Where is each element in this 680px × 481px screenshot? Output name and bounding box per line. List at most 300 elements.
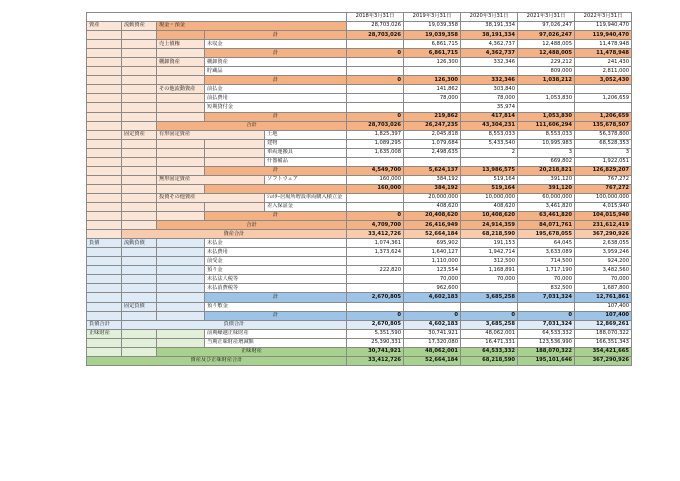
subtotal-value: 104,015,940 bbox=[575, 212, 632, 221]
value-cell bbox=[404, 103, 461, 112]
subtotal-value: 126,300 bbox=[404, 76, 461, 85]
spacer-cell bbox=[157, 257, 205, 266]
item-label: 前払費用 bbox=[205, 94, 347, 103]
spacer-cell bbox=[87, 347, 122, 356]
spacer-cell bbox=[87, 121, 122, 130]
spacer-cell bbox=[87, 184, 122, 193]
spacer-cell bbox=[87, 293, 122, 302]
spacer-cell bbox=[122, 112, 157, 121]
subtotal-value: 3,685,258 bbox=[461, 293, 518, 302]
total-row bbox=[87, 121, 632, 130]
spacer-cell bbox=[157, 103, 205, 112]
item-label: 土地 bbox=[265, 130, 347, 139]
subtotal-row bbox=[87, 31, 632, 40]
value-cell: 1,922,051 bbox=[575, 157, 632, 166]
value-cell bbox=[347, 40, 404, 49]
spacer-cell bbox=[157, 302, 205, 311]
total-value: 4,709,700 bbox=[347, 221, 404, 230]
spacer-cell bbox=[87, 112, 122, 121]
total-value: 26,416,949 bbox=[404, 221, 461, 230]
grand-total-value: 68,218,590 bbox=[461, 356, 518, 365]
value-cell: 2,811,000 bbox=[575, 67, 632, 76]
subtotal-value: 0 bbox=[404, 311, 461, 320]
spacer-cell bbox=[157, 49, 205, 58]
item-label: 当期正味財産増減額 bbox=[205, 338, 347, 347]
value-cell: 4,362,737 bbox=[461, 40, 518, 49]
subtotal-row bbox=[87, 112, 632, 121]
spacer-cell bbox=[157, 239, 205, 248]
spacer-cell bbox=[157, 284, 205, 293]
value-cell: 126,300 bbox=[404, 58, 461, 67]
spacer-cell bbox=[122, 293, 157, 302]
subtotal-row bbox=[87, 76, 632, 85]
table-row bbox=[87, 85, 632, 94]
total-value: 12,869,261 bbox=[575, 320, 632, 329]
spacer-cell bbox=[157, 76, 205, 85]
spacer-cell bbox=[122, 121, 157, 130]
grand-total-value: 52,664,184 bbox=[404, 356, 461, 365]
value-cell: 1,640,127 bbox=[404, 248, 461, 257]
value-cell: 222,820 bbox=[347, 266, 404, 275]
spacer-cell bbox=[157, 293, 205, 302]
item-label: 短期貸付金 bbox=[205, 103, 347, 112]
subtotal-row bbox=[87, 49, 632, 58]
spacer-cell bbox=[87, 230, 122, 239]
spacer-cell bbox=[122, 58, 157, 67]
value-cell: 767,272 bbox=[575, 175, 632, 184]
spacer-cell bbox=[205, 148, 265, 157]
grand-total-value: 52,664,184 bbox=[404, 230, 461, 239]
value-cell: 1,074,361 bbox=[347, 239, 404, 248]
balance-sheet-table bbox=[86, 12, 632, 366]
subtotal-value: 119,940,470 bbox=[575, 31, 632, 40]
total-value: 7,031,324 bbox=[518, 320, 575, 329]
value-cell: 3,482,560 bbox=[575, 266, 632, 275]
value-cell: 11,478,948 bbox=[575, 40, 632, 49]
liabilities-total-left-label: 負債合計 bbox=[87, 320, 122, 329]
spacer-cell bbox=[157, 139, 205, 148]
table-row bbox=[87, 193, 632, 202]
value-cell: 2 bbox=[461, 148, 518, 157]
year-header: 2020年3月31日 bbox=[461, 13, 518, 22]
total-value: 26,247,235 bbox=[404, 121, 461, 130]
subtotal-value: 12,761,861 bbox=[575, 293, 632, 302]
value-cell: 519,164 bbox=[461, 175, 518, 184]
subtotal-label: 計 bbox=[205, 166, 347, 175]
table-row bbox=[87, 175, 632, 184]
value-cell: 64,533,332 bbox=[518, 329, 575, 338]
spacer-cell bbox=[122, 311, 157, 320]
value-cell: 1,053,830 bbox=[518, 94, 575, 103]
value-cell bbox=[347, 85, 404, 94]
value-cell bbox=[347, 302, 404, 311]
spacer-cell bbox=[87, 130, 122, 139]
subtotal-value: 767,272 bbox=[575, 184, 632, 193]
spacer-cell bbox=[87, 58, 122, 67]
subtotal-value: 19,039,358 bbox=[404, 31, 461, 40]
value-cell bbox=[518, 302, 575, 311]
value-cell: 832,500 bbox=[518, 284, 575, 293]
value-cell bbox=[347, 257, 404, 266]
value-cell: 3 bbox=[518, 148, 575, 157]
grand-total-label: 資産合計 bbox=[122, 230, 347, 239]
value-cell bbox=[461, 157, 518, 166]
total-row bbox=[87, 221, 632, 230]
spacer-cell bbox=[205, 157, 265, 166]
subtotal-value: 519,164 bbox=[461, 184, 518, 193]
total-row bbox=[87, 320, 632, 329]
total-value: 28,703,026 bbox=[347, 121, 404, 130]
subtotal-value: 11,478,948 bbox=[575, 49, 632, 58]
value-cell: 1,168,891 bbox=[461, 266, 518, 275]
item-label: 建物 bbox=[265, 139, 347, 148]
group-label-fixed-liab: 固定負債 bbox=[122, 302, 157, 311]
subtotal-value: 332,346 bbox=[461, 76, 518, 85]
grand-total-row bbox=[87, 356, 632, 365]
category-intangible: 無形固定資産 bbox=[157, 175, 265, 184]
total-row bbox=[87, 347, 632, 356]
value-cell bbox=[347, 67, 404, 76]
value-cell bbox=[518, 103, 575, 112]
subtotal-value: 13,986,575 bbox=[461, 166, 518, 175]
grand-total-row bbox=[87, 230, 632, 239]
grand-total-value: 195,101,646 bbox=[518, 356, 575, 365]
item-label: ｼｪﾙﾀｰ居場所増設車両購入積立金 bbox=[265, 193, 347, 202]
value-cell bbox=[347, 103, 404, 112]
subtotal-value: 0 bbox=[347, 212, 404, 221]
subtotal-label: 計 bbox=[205, 212, 347, 221]
total-value: 354,421,665 bbox=[575, 347, 632, 356]
value-cell: 241,430 bbox=[575, 58, 632, 67]
value-cell: 1,635,008 bbox=[347, 148, 404, 157]
table-row bbox=[87, 22, 632, 31]
subtotal-value: 0 bbox=[347, 76, 404, 85]
spacer-cell bbox=[157, 112, 205, 121]
subtotal-value: 0 bbox=[461, 311, 518, 320]
value-cell: 107,400 bbox=[575, 302, 632, 311]
value-cell: 3 bbox=[575, 148, 632, 157]
value-cell: 35,974 bbox=[461, 103, 518, 112]
group-label-fixed-assets: 固定資産 bbox=[122, 130, 157, 139]
value-cell: 3,461,820 bbox=[518, 202, 575, 211]
total-value: 231,612,419 bbox=[575, 221, 632, 230]
value-cell bbox=[347, 275, 404, 284]
value-cell: 123,554 bbox=[404, 266, 461, 275]
subtotal-value: 4,362,737 bbox=[461, 49, 518, 58]
spacer-cell bbox=[122, 212, 157, 221]
spacer-cell bbox=[205, 139, 265, 148]
value-cell: 160,000 bbox=[347, 175, 404, 184]
value-cell: 2,045,818 bbox=[404, 130, 461, 139]
subtotal-value: 160,000 bbox=[347, 184, 404, 193]
table-row bbox=[87, 302, 632, 311]
subtotal-value: 12,488,005 bbox=[518, 49, 575, 58]
spacer-cell bbox=[122, 103, 157, 112]
spacer-cell bbox=[122, 347, 157, 356]
subtotal-value: 4,549,700 bbox=[347, 166, 404, 175]
value-cell: 70,000 bbox=[518, 275, 575, 284]
spacer-cell bbox=[122, 49, 157, 58]
value-cell: 2,498,635 bbox=[404, 148, 461, 157]
table-row bbox=[87, 248, 632, 257]
group-label-current-assets: 流動資産 bbox=[122, 22, 157, 31]
subtotal-value: 7,031,324 bbox=[518, 293, 575, 302]
value-cell: 60,000,000 bbox=[518, 193, 575, 202]
value-cell: 1,089,295 bbox=[347, 139, 404, 148]
total-label: 合計 bbox=[157, 121, 347, 130]
subtotal-value: 2,670,805 bbox=[347, 293, 404, 302]
spacer-cell bbox=[122, 31, 157, 40]
value-cell: 16,471,331 bbox=[461, 338, 518, 347]
subtotal-label: 計 bbox=[205, 311, 347, 320]
value-cell: 188,070,322 bbox=[575, 329, 632, 338]
value-cell: 3,633,089 bbox=[518, 248, 575, 257]
subtotal-value: 1,038,212 bbox=[518, 76, 575, 85]
spacer-cell bbox=[87, 166, 122, 175]
value-cell bbox=[575, 103, 632, 112]
group-label-current-liab: 流動負債 bbox=[122, 239, 157, 248]
value-cell: 962,600 bbox=[404, 284, 461, 293]
item-label: 未払法人税等 bbox=[205, 275, 347, 284]
spacer-cell bbox=[205, 202, 265, 211]
category-investments: 投資その他資産 bbox=[157, 193, 265, 202]
value-cell: 56,378,800 bbox=[575, 130, 632, 139]
value-cell bbox=[575, 85, 632, 94]
value-cell bbox=[404, 302, 461, 311]
section-label-assets: 資産 bbox=[87, 22, 122, 31]
item-label: 前払金 bbox=[205, 85, 347, 94]
value-cell bbox=[347, 284, 404, 293]
year-header: 2018年3月31日 bbox=[347, 13, 404, 22]
spacer-cell bbox=[122, 184, 157, 193]
value-cell: 191,153 bbox=[461, 239, 518, 248]
value-cell: 8,553,033 bbox=[461, 130, 518, 139]
subtotal-value: 20,408,620 bbox=[404, 212, 461, 221]
total-label: 合計 bbox=[157, 221, 347, 230]
subtotal-value: 384,192 bbox=[404, 184, 461, 193]
spacer-cell bbox=[122, 157, 157, 166]
spacer-cell bbox=[157, 329, 205, 338]
spacer-cell bbox=[87, 40, 122, 49]
spacer-cell bbox=[205, 184, 347, 193]
item-label: 貯蔵品 bbox=[205, 67, 347, 76]
table-row bbox=[87, 67, 632, 76]
category-cash: 現金・預金 bbox=[157, 22, 347, 31]
spacer-cell bbox=[87, 257, 122, 266]
spacer-cell bbox=[157, 338, 205, 347]
spacer-cell bbox=[87, 49, 122, 58]
spacer-cell bbox=[122, 67, 157, 76]
value-cell: 303,840 bbox=[461, 85, 518, 94]
spacer-cell bbox=[157, 266, 205, 275]
value-cell bbox=[404, 67, 461, 76]
grand-total-value: 68,218,590 bbox=[461, 230, 518, 239]
spacer-cell bbox=[157, 212, 205, 221]
value-cell: 5,433,540 bbox=[461, 139, 518, 148]
subtotal-row bbox=[87, 293, 632, 302]
subtotal-label: 計 bbox=[205, 49, 347, 58]
spacer-cell bbox=[122, 266, 157, 275]
value-cell: 6,861,715 bbox=[404, 40, 461, 49]
total-value: 4,602,183 bbox=[404, 320, 461, 329]
subtotal-value: 0 bbox=[518, 311, 575, 320]
spacer-cell bbox=[122, 40, 157, 49]
value-cell: 10,995,983 bbox=[518, 139, 575, 148]
subtotal-label: 計 bbox=[205, 293, 347, 302]
spacer-cell bbox=[157, 166, 205, 175]
subtotal-value: 4,602,183 bbox=[404, 293, 461, 302]
value-cell bbox=[461, 67, 518, 76]
subtotal-row bbox=[87, 184, 632, 193]
value-cell bbox=[518, 85, 575, 94]
total-value: 48,062,001 bbox=[404, 347, 461, 356]
value-cell: 78,000 bbox=[404, 94, 461, 103]
table-row bbox=[87, 202, 632, 211]
spacer-cell bbox=[157, 202, 205, 211]
value-cell: 408,620 bbox=[461, 202, 518, 211]
value-cell: 332,346 bbox=[461, 58, 518, 67]
subtotal-value: 1,053,830 bbox=[518, 112, 575, 121]
item-label: 未払消費税等 bbox=[205, 284, 347, 293]
total-value: 111,606,294 bbox=[518, 121, 575, 130]
spacer-cell bbox=[157, 248, 205, 257]
value-cell: 68,528,353 bbox=[575, 139, 632, 148]
subtotal-value: 1,206,659 bbox=[575, 112, 632, 121]
header-corner bbox=[87, 13, 347, 22]
item-label: 差入保証金 bbox=[265, 202, 347, 211]
value-cell: 28,703,026 bbox=[347, 22, 404, 31]
spacer-cell bbox=[122, 193, 157, 202]
value-cell: 1,942,714 bbox=[461, 248, 518, 257]
spacer-cell bbox=[87, 148, 122, 157]
item-label: 預り金 bbox=[205, 266, 347, 275]
table-row bbox=[87, 338, 632, 347]
total-value: 30,741,921 bbox=[347, 347, 404, 356]
value-cell: 408,620 bbox=[404, 202, 461, 211]
value-cell: 3,959,246 bbox=[575, 248, 632, 257]
spacer-cell bbox=[87, 275, 122, 284]
spacer-cell bbox=[87, 248, 122, 257]
subtotal-value: 126,829,207 bbox=[575, 166, 632, 175]
table-row bbox=[87, 139, 632, 148]
value-cell: 8,553,033 bbox=[518, 130, 575, 139]
grand-total-label: 資産及び正味財産合計 bbox=[87, 356, 347, 365]
spacer-cell bbox=[122, 175, 157, 184]
item-label: 前受金 bbox=[205, 257, 347, 266]
value-cell: 166,351,343 bbox=[575, 338, 632, 347]
spacer-cell bbox=[87, 175, 122, 184]
total-value: 84,071,761 bbox=[518, 221, 575, 230]
item-label: ソフトウェア bbox=[265, 175, 347, 184]
subtotal-value: 107,400 bbox=[575, 311, 632, 320]
year-header: 2019年3月31日 bbox=[404, 13, 461, 22]
value-cell: 4,015,940 bbox=[575, 202, 632, 211]
spacer-cell bbox=[87, 85, 122, 94]
value-cell: 1,206,659 bbox=[575, 94, 632, 103]
spacer-cell bbox=[87, 284, 122, 293]
value-cell: 1,717,190 bbox=[518, 266, 575, 275]
item-label: 前期繰越正味財産 bbox=[205, 329, 347, 338]
section-label-liabilities: 負債 bbox=[87, 239, 122, 248]
subtotal-value: 0 bbox=[347, 112, 404, 121]
value-cell: 30,741,921 bbox=[404, 329, 461, 338]
subtotal-value: 38,191,334 bbox=[461, 31, 518, 40]
value-cell: 141,862 bbox=[404, 85, 461, 94]
spacer-cell bbox=[157, 148, 205, 157]
value-cell: 78,000 bbox=[461, 94, 518, 103]
total-value: 2,670,805 bbox=[347, 320, 404, 329]
grand-total-value: 367,290,926 bbox=[575, 230, 632, 239]
subtotal-value: 28,703,026 bbox=[347, 31, 404, 40]
value-cell: 924,200 bbox=[575, 257, 632, 266]
value-cell: 38,191,334 bbox=[461, 22, 518, 31]
section-label-equity: 正味財産 bbox=[87, 329, 122, 338]
spacer-cell bbox=[122, 338, 157, 347]
value-cell: 20,000,000 bbox=[404, 193, 461, 202]
spacer-cell bbox=[122, 248, 157, 257]
table-row bbox=[87, 266, 632, 275]
total-value: 3,685,258 bbox=[461, 320, 518, 329]
item-label: 什器備品 bbox=[265, 157, 347, 166]
total-value: 24,914,359 bbox=[461, 221, 518, 230]
spacer-cell bbox=[122, 148, 157, 157]
spacer-cell bbox=[122, 202, 157, 211]
spacer-cell bbox=[87, 221, 122, 230]
spacer-cell bbox=[157, 31, 205, 40]
value-cell: 384,192 bbox=[404, 175, 461, 184]
year-header: 2021年3月31日 bbox=[518, 13, 575, 22]
spacer-cell bbox=[87, 103, 122, 112]
subtotal-value: 10,408,620 bbox=[461, 212, 518, 221]
grand-total-value: 33,412,726 bbox=[347, 230, 404, 239]
spacer-cell bbox=[87, 67, 122, 76]
category-receivables: 売上債権 bbox=[157, 40, 205, 49]
table-row bbox=[87, 329, 632, 338]
subtotal-value: 5,624,137 bbox=[404, 166, 461, 175]
header-row bbox=[87, 13, 632, 22]
subtotal-value: 3,052,430 bbox=[575, 76, 632, 85]
spacer-cell bbox=[157, 157, 205, 166]
spacer-cell bbox=[122, 139, 157, 148]
spacer-cell bbox=[87, 311, 122, 320]
table-row bbox=[87, 148, 632, 157]
category-inventory: 棚卸資産 bbox=[157, 58, 205, 67]
subtotal-label: 計 bbox=[205, 76, 347, 85]
value-cell: 19,039,358 bbox=[404, 22, 461, 31]
grand-total-value: 33,412,726 bbox=[347, 356, 404, 365]
category-other-current: その他流動資産 bbox=[157, 85, 205, 94]
value-cell: 5,351,590 bbox=[347, 329, 404, 338]
spacer-cell bbox=[157, 311, 205, 320]
table-row bbox=[87, 94, 632, 103]
value-cell bbox=[347, 58, 404, 67]
spacer-cell bbox=[157, 184, 205, 193]
value-cell: 70,000 bbox=[575, 275, 632, 284]
value-cell: 1,825,397 bbox=[347, 130, 404, 139]
spacer-cell bbox=[157, 67, 205, 76]
value-cell: 391,120 bbox=[518, 175, 575, 184]
value-cell bbox=[461, 284, 518, 293]
subtotal-value: 417,814 bbox=[461, 112, 518, 121]
subtotal-value: 97,026,247 bbox=[518, 31, 575, 40]
value-cell: 714,500 bbox=[518, 257, 575, 266]
spacer-cell bbox=[87, 202, 122, 211]
table-row bbox=[87, 257, 632, 266]
table-row bbox=[87, 103, 632, 112]
value-cell: 70,000 bbox=[461, 275, 518, 284]
total-value: 43,304,231 bbox=[461, 121, 518, 130]
spacer-cell bbox=[87, 76, 122, 85]
